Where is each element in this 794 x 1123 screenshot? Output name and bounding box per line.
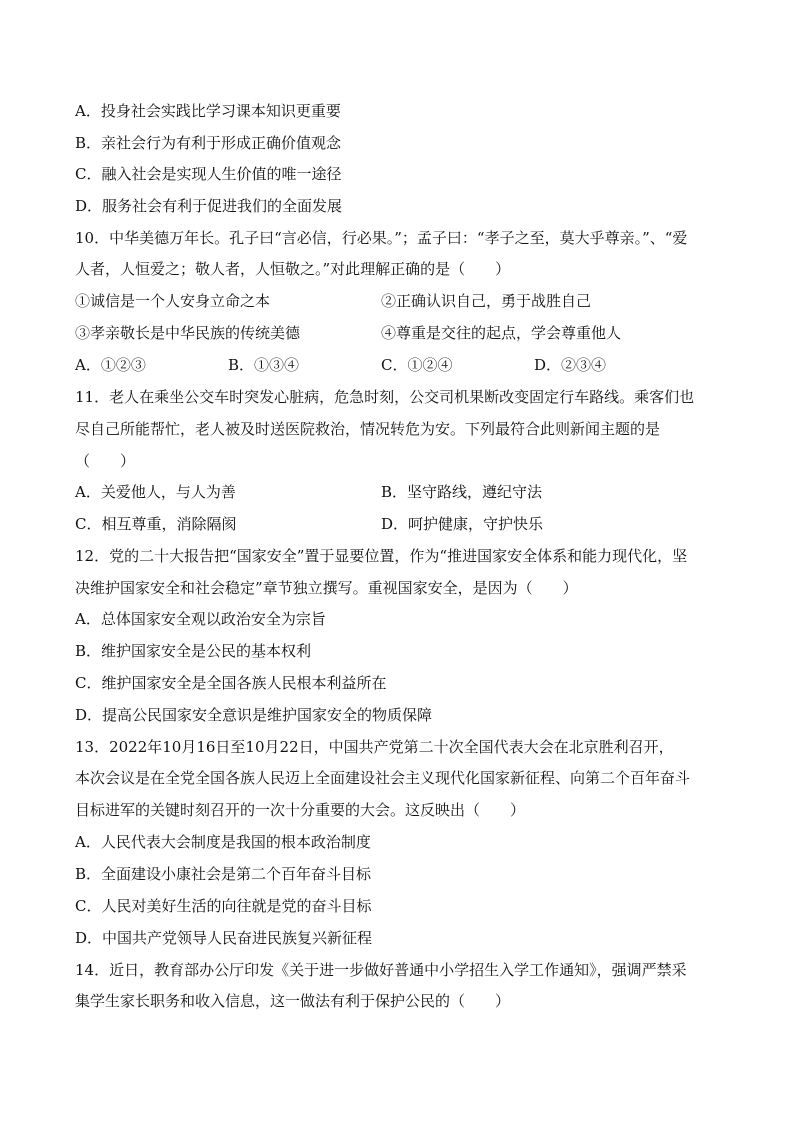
q10-option-c: C．①②④ — [381, 356, 453, 374]
q13-option-c: C．人民对美好生活的向往就是党的奋斗目标 — [75, 897, 372, 915]
q9-option-d: D．服务社会有利于促进我们的全面发展 — [75, 197, 343, 215]
q12-option-a: A．总体国家安全观以政治安全为宗旨 — [75, 610, 326, 628]
q12-option-b: B．维护国家安全是公民的基本权利 — [75, 642, 312, 660]
q12-stem-line-2: 决维护国家安全和社会稳定”章节独立撰写。重视国家安全，是因为（ ） — [75, 579, 578, 597]
q9-option-b: B．亲社会行为有利于形成正确价值观念 — [75, 134, 342, 152]
q13-option-d: D．中国共产党领导人民奋进民族复兴新征程 — [75, 929, 373, 947]
q12-option-d: D．提高公民国家安全意识是维护国家安全的物质保障 — [75, 706, 433, 724]
q11-option-c: C．相互尊重，消除隔阂 — [75, 515, 237, 533]
q9-option-c: C．融入社会是实现人生价值的唯一途径 — [75, 165, 342, 183]
q10-stem-line-2: 人者，人恒爱之；敬人者，人恒敬之。”对此理解正确的是（ ） — [75, 260, 511, 278]
q10-statement-2: ②正确认识自己，勇于战胜自己 — [381, 292, 592, 310]
q11-stem-line-1: 11．老人在乘坐公交车时突发心脏病，危急时刻，公交司机果断改变固定行车路线。乘客们也 — [75, 388, 695, 406]
q13-stem-line-1: 13．2022年10月16日至10月22日，中国共产党第二十次全国代表大会在北京胜利召开， — [75, 738, 674, 756]
q11-option-d: D．呵护健康，守护快乐 — [381, 515, 544, 533]
q10-option-b: B．①③④ — [228, 356, 300, 374]
q13-option-a: A．人民代表大会制度是我国的根本政治制度 — [75, 833, 371, 851]
q10-option-a: A．①②③ — [75, 356, 146, 374]
q11-stem-line-2: 尽自己所能帮忙，老人被及时送医院救治，情况转危为安。下列最符合此则新闻主题的是 — [75, 420, 661, 438]
q14-stem-line-1: 14．近日，教育部办公厅印发《关于进一步做好普通中小学招生入学工作通知》，强调严禁采 — [75, 961, 687, 979]
q14-stem-line-2: 集学生家长职务和收入信息，这一做法有利于保护公民的（ ） — [75, 992, 511, 1010]
q11-stem-line-3: （ ） — [75, 452, 136, 470]
q10-statement-3: ③孝亲敬长是中华民族的传统美德 — [75, 324, 301, 342]
q13-option-b: B．全面建设小康社会是第二个百年奋斗目标 — [75, 865, 372, 883]
q10-statement-1: ①诚信是一个人安身立命之本 — [75, 292, 271, 310]
q11-option-a: A．关爱他人，与人为善 — [75, 483, 236, 501]
q10-statement-4: ④尊重是交往的起点，学会尊重他人 — [381, 324, 622, 342]
q10-option-d: D．②③④ — [534, 356, 607, 374]
q12-option-c: C．维护国家安全是全国各族人民根本利益所在 — [75, 674, 387, 692]
q12-stem-line-1: 12．党的二十大报告把“国家安全”置于显要位置，作为“推进国家安全体系和能力现代化，坚 — [75, 547, 688, 565]
q13-stem-line-3: 目标进军的关键时刻召开的一次十分重要的大会。这反映出（ ） — [75, 801, 526, 819]
q9-option-a: A．投身社会实践比学习课本知识更重要 — [75, 102, 341, 120]
q10-stem-line-1: 10．中华美德万年长。孔子曰“言必信，行必果。”；孟子曰：“孝子之至，莫大乎尊亲。”、“爱 — [75, 229, 688, 247]
q11-option-b: B．坚守路线，遵纪守法 — [381, 483, 543, 501]
q13-stem-line-2: 本次会议是在全党全国各族人民迈上全面建设社会主义现代化国家新征程、向第二个百年奋斗 — [75, 769, 691, 787]
